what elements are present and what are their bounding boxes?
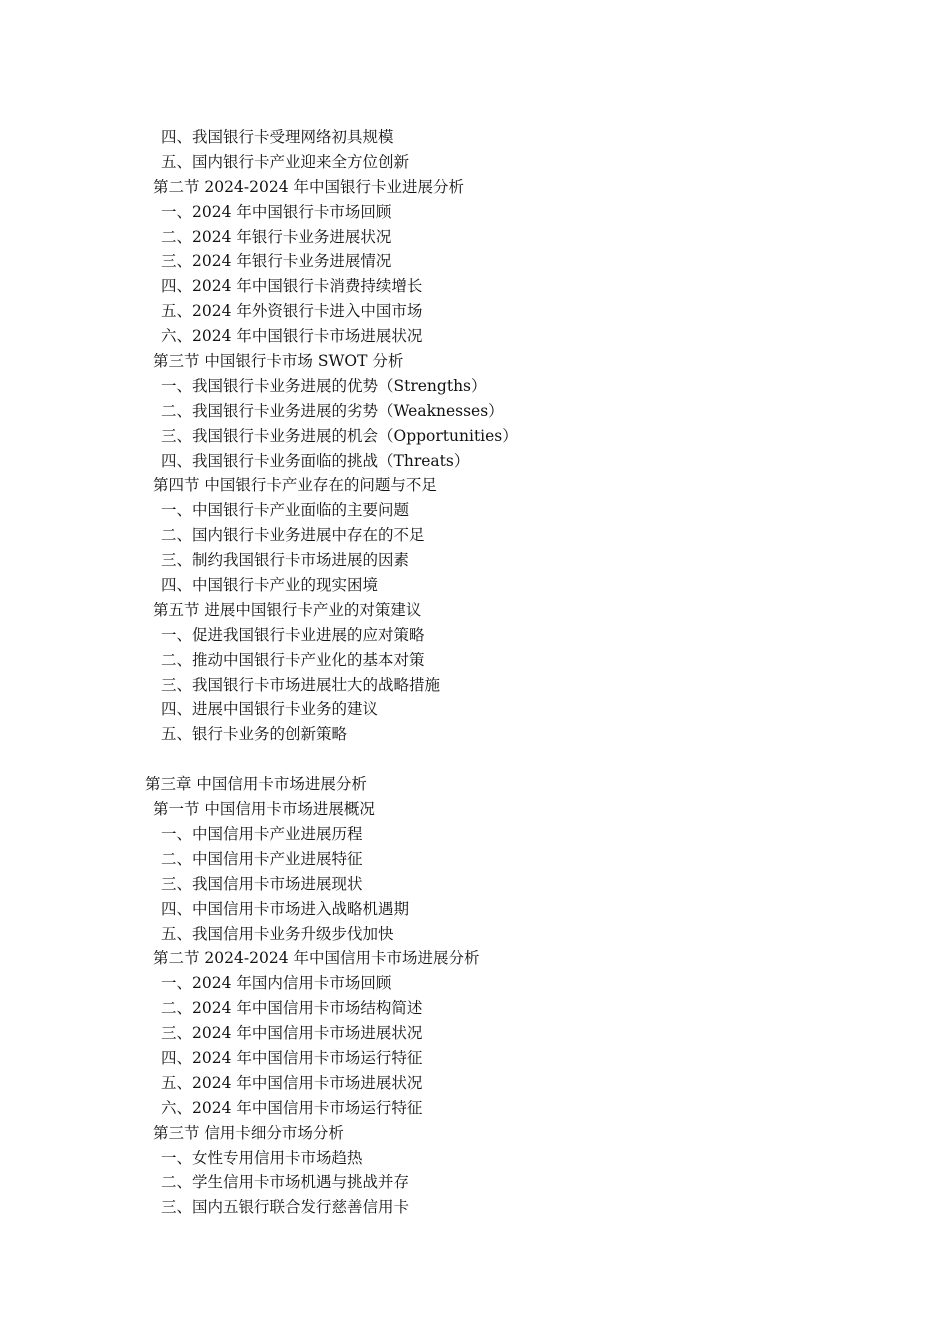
toc-item: 五、2024 年中国信用卡市场进展状况 [161,1073,423,1092]
toc-item: 一、中国银行卡产业面临的主要问题 [161,501,410,520]
toc-item: 二、2024 年银行卡业务进展状况 [161,227,392,246]
toc-item: 四、2024 年中国银行卡消费持续增长 [161,277,423,296]
toc-item: 五、国内银行卡产业迎来全方位创新 [161,152,410,171]
toc-item: 四、中国银行卡产业的现实困境 [161,576,379,595]
toc-item: 一、女性专用信用卡市场趋热 [161,1148,363,1167]
toc-spacer [0,747,950,772]
toc-item: 三、制约我国银行卡市场进展的因素 [161,551,410,570]
toc-item: 六、2024 年中国信用卡市场运行特征 [161,1098,423,1117]
toc-section: 第三节 中国银行卡市场 SWOT 分析 [153,352,404,371]
toc-item: 四、2024 年中国信用卡市场运行特征 [161,1048,423,1067]
toc-item: 二、国内银行卡业务进展中存在的不足 [161,526,425,545]
toc-item: 四、进展中国银行卡业务的建议 [161,700,379,719]
toc-item: 二、推动中国银行卡产业化的基本对策 [161,650,425,669]
toc-item: 一、中国信用卡产业进展历程 [161,824,363,843]
toc-item: 三、我国银行卡市场进展壮大的战略措施 [161,675,441,694]
toc-section: 第四节 中国银行卡产业存在的问题与不足 [153,476,437,495]
toc-item: 三、我国信用卡市场进展现状 [161,874,363,893]
toc-item: 四、我国银行卡业务面临的挑战（Threats） [161,451,470,470]
toc-item: 五、我国信用卡业务升级步伐加快 [161,924,394,943]
toc-section: 第二节 2024-2024 年中国银行卡业进展分析 [153,177,464,196]
toc-section: 第一节 中国信用卡市场进展概况 [153,800,375,819]
toc-section: 第三节 信用卡细分市场分析 [153,1123,344,1142]
toc-item: 三、2024 年银行卡业务进展情况 [161,252,392,271]
toc-item: 二、中国信用卡产业进展特征 [161,849,363,868]
toc-item: 四、中国信用卡市场进入战略机遇期 [161,899,410,918]
toc-section: 第二节 2024-2024 年中国信用卡市场进展分析 [153,949,480,968]
toc-item: 三、2024 年中国信用卡市场进展状况 [161,1024,423,1043]
toc-item: 一、2024 年中国银行卡市场回顾 [161,202,392,221]
toc-item: 三、我国银行卡业务进展的机会（Opportunities） [161,426,518,445]
toc-item: 一、促进我国银行卡业进展的应对策略 [161,625,425,644]
toc-item: 五、2024 年外资银行卡进入中国市场 [161,302,423,321]
toc-item: 一、2024 年国内信用卡市场回顾 [161,974,392,993]
toc-item: 六、2024 年中国银行卡市场进展状况 [161,327,423,346]
toc-chapter: 第三章 中国信用卡市场进展分析 [145,775,367,794]
toc-item: 二、2024 年中国信用卡市场结构简述 [161,999,423,1018]
toc-section: 第五节 进展中国银行卡产业的对策建议 [153,600,422,619]
toc-item: 二、学生信用卡市场机遇与挑战并存 [161,1173,410,1192]
toc-item: 二、我国银行卡业务进展的劣势（Weaknesses） [161,401,504,420]
toc-item: 一、我国银行卡业务进展的优势（Strengths） [161,376,487,395]
table-of-contents [0,125,950,1220]
toc-item: 五、银行卡业务的创新策略 [161,725,348,744]
toc-item: 三、国内五银行联合发行慈善信用卡 [161,1198,410,1217]
toc-item: 四、我国银行卡受理网络初具规模 [161,128,394,146]
